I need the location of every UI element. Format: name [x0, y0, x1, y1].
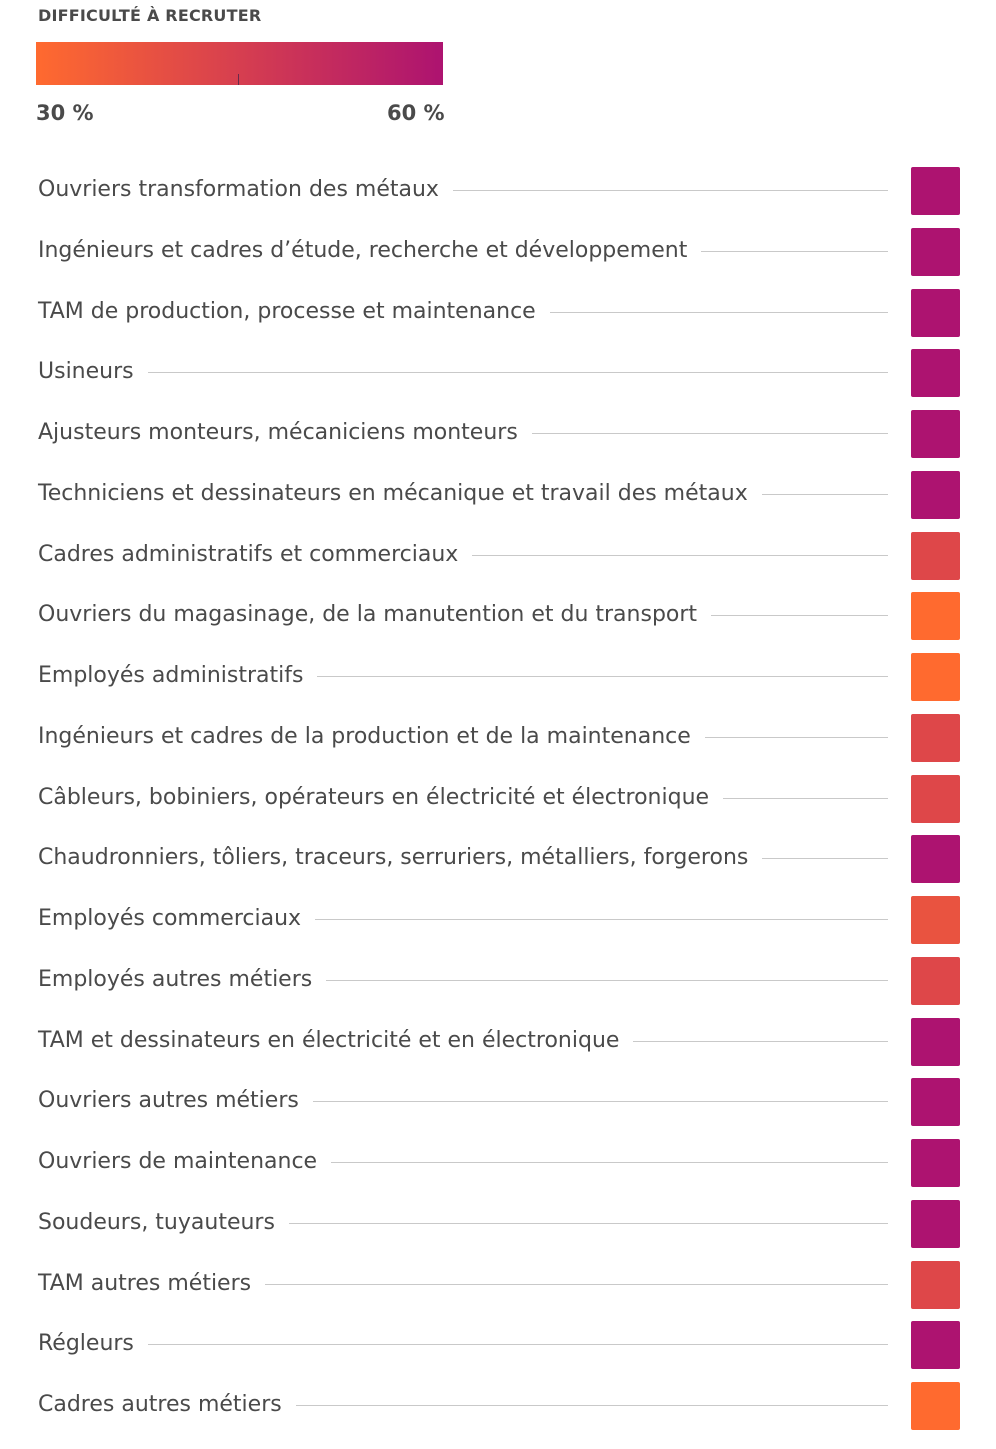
category-label: Ouvriers du magasinage, de la manutention et du transport	[38, 602, 711, 628]
chart-row	[0, 714, 996, 775]
value-swatch	[911, 167, 960, 215]
value-swatch	[911, 835, 960, 883]
category-label: Employés autres métiers	[38, 967, 326, 993]
chart-row	[0, 1018, 996, 1079]
category-label: Ouvriers transformation des métaux	[38, 177, 453, 203]
chart-row	[0, 1261, 996, 1322]
category-label: TAM de production, processe et maintenance	[38, 299, 550, 325]
value-swatch	[911, 714, 960, 762]
category-label: Employés administratifs	[38, 663, 317, 689]
value-swatch	[911, 1321, 960, 1369]
chart-row	[0, 835, 996, 896]
chart-row	[0, 349, 996, 410]
category-label: Employés commerciaux	[38, 906, 315, 932]
chart-row	[0, 1321, 996, 1382]
value-swatch	[911, 1139, 960, 1187]
category-label: TAM et dessinateurs en électricité et en électronique	[38, 1028, 633, 1054]
chart-row	[0, 1200, 996, 1261]
chart-row	[0, 653, 996, 714]
category-label: Soudeurs, tuyauteurs	[38, 1210, 289, 1236]
chart-row	[0, 957, 996, 1018]
value-swatch	[911, 957, 960, 1005]
value-swatch	[911, 1018, 960, 1066]
chart-row	[0, 532, 996, 593]
value-swatch	[911, 532, 960, 580]
value-swatch	[911, 228, 960, 276]
chart-row	[0, 1139, 996, 1200]
category-label: Ajusteurs monteurs, mécaniciens monteurs	[38, 420, 532, 446]
value-swatch	[911, 410, 960, 458]
category-label: Cadres autres métiers	[38, 1392, 296, 1418]
legend-title: DIFFICULTÉ À RECRUTER	[38, 6, 262, 25]
value-swatch	[911, 1261, 960, 1309]
category-label: Câbleurs, bobiniers, opérateurs en électricité et électronique	[38, 785, 723, 811]
category-label: Ouvriers de maintenance	[38, 1149, 331, 1175]
value-swatch	[911, 1382, 960, 1430]
chart-row	[0, 1382, 996, 1443]
chart-row	[0, 289, 996, 350]
chart-row	[0, 896, 996, 957]
legend-min-label: 30 %	[36, 101, 94, 125]
value-swatch	[911, 592, 960, 640]
chart-row	[0, 228, 996, 289]
chart-row	[0, 471, 996, 532]
value-swatch	[911, 471, 960, 519]
legend-max-label: 60 %	[387, 101, 445, 125]
chart-row	[0, 167, 996, 228]
value-swatch	[911, 289, 960, 337]
value-swatch	[911, 653, 960, 701]
value-swatch	[911, 1200, 960, 1248]
category-label: Ingénieurs et cadres d’étude, recherche et développement	[38, 238, 701, 264]
value-swatch	[911, 896, 960, 944]
category-label: TAM autres métiers	[38, 1271, 265, 1297]
chart-row	[0, 410, 996, 471]
value-swatch	[911, 1078, 960, 1126]
category-label: Usineurs	[38, 359, 148, 385]
category-label: Chaudronniers, tôliers, traceurs, serruriers, métalliers, forgerons	[38, 845, 762, 871]
category-label: Cadres administratifs et commerciaux	[38, 542, 472, 568]
chart-row	[0, 775, 996, 836]
category-label: Ingénieurs et cadres de la production et de la maintenance	[38, 724, 705, 750]
value-swatch	[911, 775, 960, 823]
category-label: Ouvriers autres métiers	[38, 1088, 313, 1114]
category-label: Régleurs	[38, 1331, 148, 1357]
chart-row	[0, 592, 996, 653]
leader-line	[38, 372, 888, 373]
chart-row	[0, 1078, 996, 1139]
category-label: Techniciens et dessinateurs en mécanique et travail des métaux	[38, 481, 762, 507]
value-swatch	[911, 349, 960, 397]
leader-line	[38, 1344, 888, 1345]
